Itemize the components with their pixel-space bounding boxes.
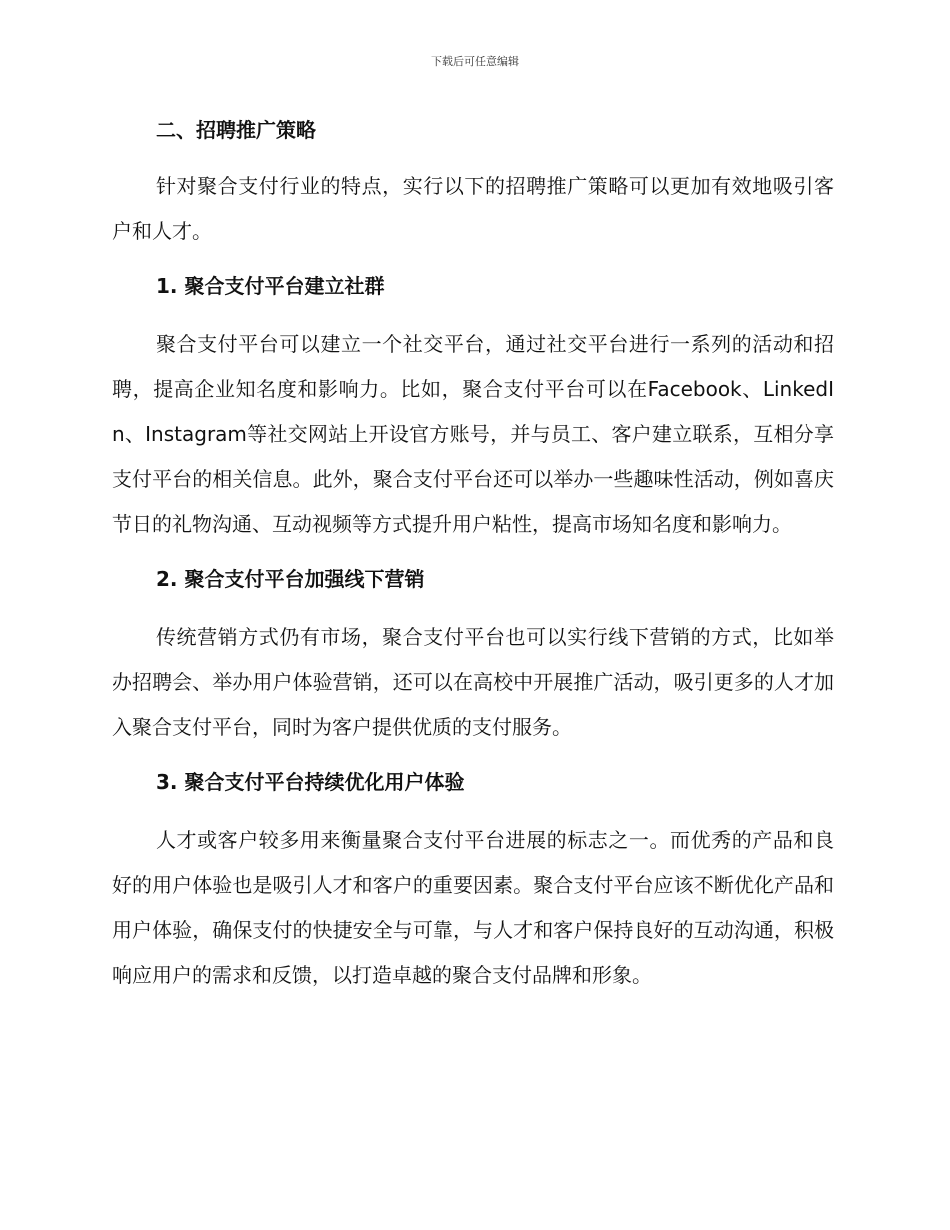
item-1-paragraph: 聚合支付平台可以建立一个社交平台，通过社交平台进行一系列的活动和招聘，提高企业知名度和影响力。比如，聚合支付平台可以在Facebook、LinkedIn、Instagram等社交网站上开设官方账号，并与员工、客户建立联系，互相分享支付平台的相关信息。此外，聚合支付平台还可以举办一些趣味性活动，例如喜庆节日的礼物沟通、互动视频等方式提升用户粘性，提高市场知名度和影响力。	[112, 332, 834, 536]
document-body	[112, 108, 834, 998]
page-header-note: 下载后可任意编辑	[431, 55, 519, 68]
item-3-title: 3. 聚合支付平台持续优化用户体验	[156, 770, 465, 794]
item-3-paragraph: 人才或客户较多用来衡量聚合支付平台进展的标志之一。而优秀的产品和良好的用户体验也是吸引人才和客户的重要因素。聚合支付平台应该不断优化产品和用户体验，确保支付的快捷安全与可靠，与人才和客户保持良好的互动沟通，积极响应用户的需求和反馈，以打造卓越的聚合支付品牌和形象。	[112, 828, 834, 987]
intro-paragraph: 针对聚合支付行业的特点，实行以下的招聘推广策略可以更加有效地吸引客户和人才。	[112, 174, 834, 243]
item-2-paragraph: 传统营销方式仍有市场，聚合支付平台也可以实行线下营销的方式，比如举办招聘会、举办用户体验营销，还可以在高校中开展推广活动，吸引更多的人才加入聚合支付平台，同时为客户提供优质的支付服务。	[112, 625, 834, 739]
section-title: 二、招聘推广策略	[156, 118, 316, 142]
item-1-title: 1. 聚合支付平台建立社群	[156, 274, 385, 298]
item-2-title: 2. 聚合支付平台加强线下营销	[156, 567, 425, 591]
